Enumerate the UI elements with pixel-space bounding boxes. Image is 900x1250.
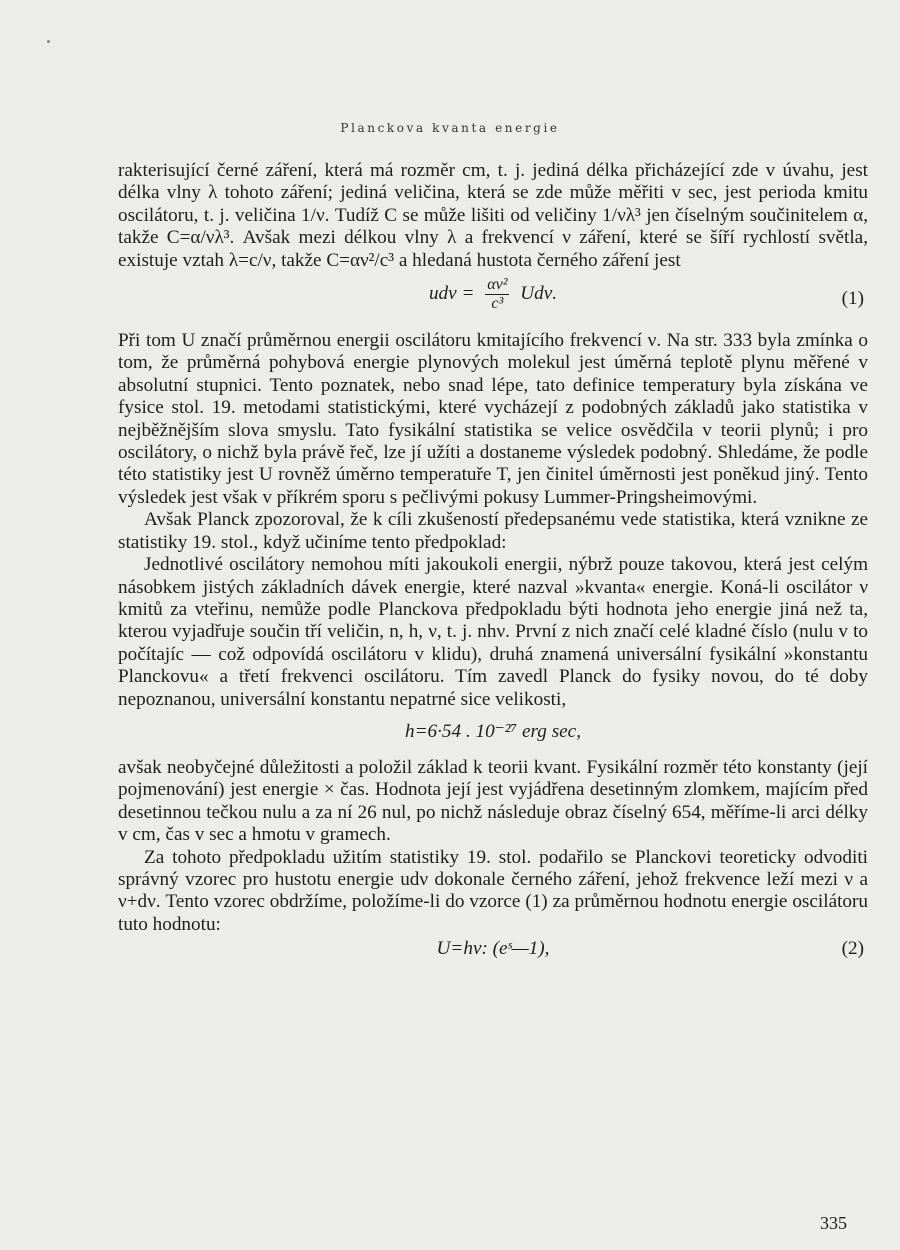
equation-2-number: (2) — [841, 938, 864, 960]
paragraph-quanta: Jednotlivé oscilátory nemohou míti jakoukoli energii, nýbrž pouze takovou, která jest celým násobkem jistých základních dávek energie, které nazval »kvanta« energie. Koná-li oscilátor ν kmitů za vteřinu, nemůže podle Planckova předpokladu býti hodnota jeho energie jiná než ta, kterou vyjadřuje součin tří veličin, n, h, ν, t. j. nhν. První z nich značí celé kladné číslo (nulu v to počítajíc — což odpovídá oscilátoru v klidu), druhá znamená universální fysikální »konstantu Planckovu« a třetí frekvenci oscilátoru. Tím zavedl Planck do fysiky novou, do té doby nepoznanou, universální konstantu nepatrné sice velikosti, — [118, 554, 868, 710]
paragraph-formula-derivation: Za tohoto předpokladu užitím statistiky 19. stol. podařilo se Planckovi teoreticky odvoditi správný vzorec pro hustotu energie udν dokonale černého záření, jehož frekvence leží mezi ν a ν+dν. Tento vzorec obdržíme, položíme-li do vzorce (1) za průměrnou hodnotu energie oscilátoru tuto hodnotu: — [118, 846, 868, 935]
equation-planck-constant-text: h=6·54 . 10⁻²⁷ erg sec, — [404, 720, 581, 742]
equation-1 — [118, 272, 868, 330]
equation-1-numerator: αν² — [487, 276, 508, 294]
paragraph-constant-importance: avšak neobyčejné důležitosti a položil základ k teorii kvant. Fysikální rozměr této konstanty (její pojmenování) jest energie × čas. Hodnota její jest vyjádřena desetinným zlomkem, majícím před desetinnou tečkou nulu a za ní 26 nul, po nichž následuje obraz číselný 654, měříme-li arci délky v cm, čas v sec a hmotu v gramech. — [118, 756, 868, 846]
paper-speck — [47, 40, 50, 43]
equation-1-right: Udν. — [520, 282, 558, 304]
running-header: Planckova kvanta energie — [340, 121, 560, 135]
equation-1-denominator: c³ — [491, 295, 504, 313]
equation-1-left: udν = — [428, 282, 475, 304]
equation-1-fraction — [485, 276, 509, 313]
equation-2 — [118, 936, 868, 966]
paragraph-statistics: Při tom U značí průměrnou energii oscilátoru kmitajícího frekvencí ν. Na str. 333 byla zmínka o tom, že průměrná pohybová energie plynových molekul jest úměrná teplotě plynu měřené v absolutní stupnici. Tento poznatek, nebo snad lépe, tato definice temperatury byla získána ve fysice stol. 19. metodami statistickými, které vycházejí z podobných základů jako statistika v nejběžnějším slova smyslu. Tato fysikální statistika se velice osvědčila v teorii plynů; i pro oscilátory, o nichž byla právě řeč, lze jí užíti a dostaneme výsledek podobný. Shledáme, že podle této statistiky jest U rovněž úměrno temperatuře T, jen činitel úměrnosti jest poněkud jiný. Tento výsledek jest však v příkrém sporu s pečlivými pokusy Lummer-Pringsheimovými. — [118, 330, 868, 508]
equation-planck-constant — [118, 711, 868, 757]
equation-2-text: U=hν: (eˢ—1), — [436, 938, 550, 960]
body-text — [118, 160, 868, 966]
paragraph-planck-observation: Avšak Planck zpozoroval, že k cíli zkušeností předepsanému vede statistika, která vznikne ze statistiky 19. stol., když učiníme tento předpoklad: — [118, 509, 868, 553]
page-number: 335 — [820, 1213, 847, 1233]
equation-1-number: (1) — [841, 288, 864, 310]
paragraph-continuation: rakterisující černé záření, která má rozměr cm, t. j. jediná délka přicházející zde v úvahu, jest délka vlny λ tohoto záření; jediná veličina, která se zde může měřiti v sec, jest perioda kmitu oscilátoru, t. j. veličina 1/ν. Tudíž C se může lišiti od veličiny 1/νλ³ jen číselným součinitelem α, takže C=α/νλ³. Avšak mezi délkou vlny λ a frekvencí ν záření, které se šíří rychlostí světla, existuje vztah λ=c/ν, takže C=αν²/c³ a hledaná hustota černého záření jest — [118, 160, 868, 271]
